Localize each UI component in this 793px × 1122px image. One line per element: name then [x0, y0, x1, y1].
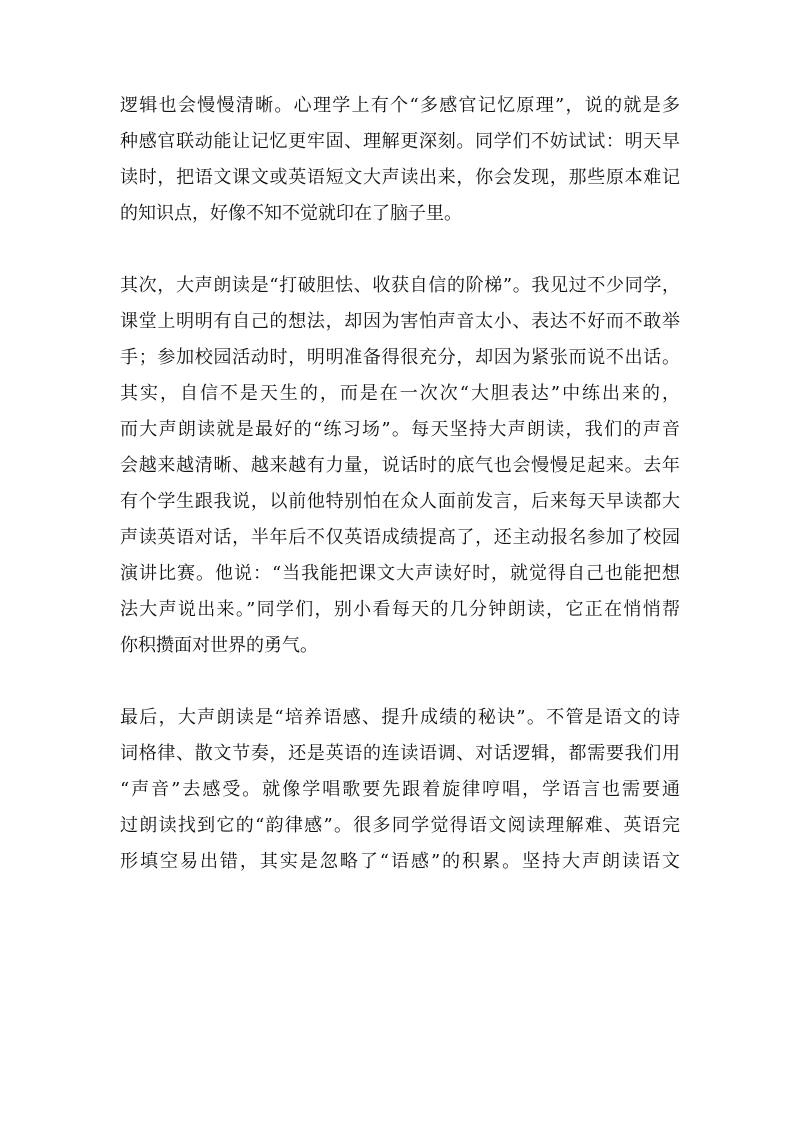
text-line: 法大声说出来。”同学们，别小看每天的几分钟朗读，它正在悄悄帮 — [120, 599, 680, 620]
text-line: 课堂上明明有自己的想法，却因为害怕声音太小、表达不好而不敢举 — [120, 311, 680, 332]
text-line: 有个学生跟我说，以前他特别怕在众人面前发言，后来每天早读都大 — [120, 491, 680, 512]
text-line: 最后，大声朗读是“培养语感、提升成绩的秘诀”。不管是语文的诗 — [120, 707, 680, 728]
text-line: 声读英语对话，半年后不仅英语成绩提高了，还主动报名参加了校园 — [120, 527, 680, 548]
text-line: 其次，大声朗读是“打破胆怯、收获自信的阶梯”。我见过不少同学， — [120, 275, 680, 296]
document-page — [120, 88, 680, 880]
text-line: 词格律、散文节奏，还是英语的连读语调、对话逻辑，都需要我们用 — [120, 743, 680, 764]
text-line: 逻辑也会慢慢清晰。心理学上有个“多感官记忆原理”，说的就是多 — [120, 95, 680, 116]
text-line: 而大声朗读就是最好的“练习场”。每天坚持大声朗读，我们的声音 — [120, 419, 680, 440]
text-line: 种感官联动能让记忆更牢固、理解更深刻。同学们不妨试试：明天早 — [120, 131, 680, 152]
text-line: 你积攒面对世界的勇气。 — [120, 635, 318, 656]
text-line: 的知识点，好像不知不觉就印在了脑子里。 — [120, 203, 462, 224]
text-line: 手；参加校园活动时，明明准备得很充分，却因为紧张而说不出话。 — [120, 347, 680, 368]
text-line: 过朗读找到它的“韵律感”。很多同学觉得语文阅读理解难、英语完 — [120, 815, 680, 836]
text-line: “声音”去感受。就像学唱歌要先跟着旋律哼唱，学语言也需要通 — [120, 779, 680, 800]
paragraph-1 — [120, 88, 680, 232]
text-line: 读时，把语文课文或英语短文大声读出来，你会发现，那些原本难记 — [120, 167, 680, 188]
text-line: 其实，自信不是天生的，而是在一次次“大胆表达”中练出来的， — [120, 383, 680, 404]
text-line: 会越来越清晰、越来越有力量，说话时的底气也会慢慢足起来。去年 — [120, 455, 680, 476]
text-line: 演讲比赛。他说：“当我能把课文大声读好时，就觉得自己也能把想 — [120, 563, 680, 584]
paragraph-3 — [120, 700, 680, 880]
text-line: 形填空易出错，其实是忽略了“语感”的积累。坚持大声朗读语文 — [120, 851, 680, 872]
paragraph-2 — [120, 268, 680, 664]
